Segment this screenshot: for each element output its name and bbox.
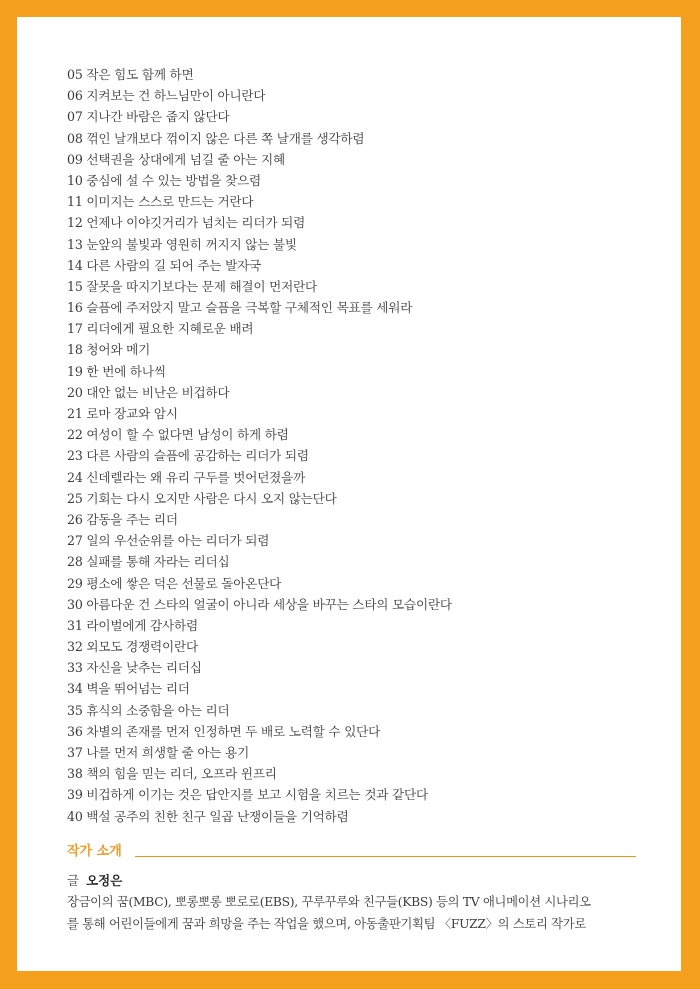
- toc-item: 38 책의 힘을 믿는 리더, 오프라 윈프리: [67, 766, 277, 782]
- toc-item: 07 지나간 바람은 줍지 않단다: [67, 109, 230, 125]
- author-bio: [67, 892, 641, 935]
- toc-item: 17 리더에게 필요한 지혜로운 배려: [67, 321, 254, 337]
- toc-item: 40 백설 공주의 친한 친구 일곱 난쟁이들을 기억하렴: [67, 808, 349, 824]
- toc-item: 22 여성이 할 수 없다면 남성이 하게 하렴: [67, 427, 289, 443]
- bio-line: 를 통해 어린이들에게 꿈과 희망을 주는 작업을 했으며, 아동출판기획팀 〈FUZZ〉의 스토리 작가로: [67, 916, 586, 931]
- toc-item: 39 비겁하게 이기는 것은 답안지를 보고 시험을 치르는 것과 같단다: [67, 787, 428, 803]
- bio-line: 장금이의 꿈(MBC), 뽀롱뽀롱 뽀로로(EBS), 꾸루꾸루와 친구들(KBS) 등의 TV 애니메이션 시나리오: [67, 895, 591, 909]
- toc-item: 15 잘못을 따지기보다는 문제 해결이 먼저란다: [67, 278, 318, 294]
- toc-item: 36 차별의 존재를 먼저 인정하면 두 배로 노력할 수 있단다: [67, 723, 381, 739]
- toc-item: 05 작은 힘도 함께 하면: [67, 67, 194, 82]
- toc-item: 32 외모도 경쟁력이란다: [67, 639, 198, 655]
- toc-item: 25 기회는 다시 오지만 사람은 다시 오지 않는단다: [67, 490, 337, 506]
- table-of-contents: [67, 64, 452, 827]
- author-section-title: 작가 소개: [67, 844, 122, 859]
- toc-item: 29 평소에 쌓은 덕은 선물로 돌아온단다: [67, 575, 282, 591]
- toc-item: 14 다른 사람의 길 되어 주는 발자국: [67, 257, 261, 273]
- toc-item: 24 신데렐라는 왜 유리 구두를 벗어던졌을까: [67, 469, 306, 485]
- toc-item: 30 아름다운 건 스타의 얼굴이 아니라 세상을 바꾸는 스타의 모습이란다: [67, 596, 452, 612]
- toc-item: 12 언제나 이야깃거리가 넘치는 리더가 되렴: [67, 215, 306, 231]
- toc-item: 10 중심에 설 수 있는 방법을 찾으렴: [67, 172, 261, 188]
- toc-item: 09 선택권을 상대에게 넘길 줄 아는 지혜: [67, 151, 285, 167]
- author-byline: [67, 872, 122, 890]
- toc-item: 23 다른 사람의 슬픔에 공감하는 리더가 되렴: [67, 448, 309, 464]
- toc-item: 33 자신을 낮추는 리더십: [67, 660, 202, 676]
- toc-item: 06 지켜보는 건 하느님만이 아니란다: [67, 88, 266, 104]
- toc-item: 34 벽을 뛰어넘는 리더: [67, 681, 190, 697]
- book-page: [17, 17, 681, 971]
- toc-item: 19 한 번에 하나씩: [67, 363, 166, 379]
- toc-item: 16 슬픔에 주저앉지 말고 슬픔을 극복할 구체적인 목표를 세워라: [67, 300, 413, 316]
- byline-label: 글: [67, 873, 80, 888]
- toc-item: 21 로마 장교와 암시: [67, 406, 178, 421]
- section-divider: [135, 856, 636, 857]
- toc-item: 11 이미지는 스스로 만드는 거란다: [67, 194, 254, 210]
- toc-item: 18 청어와 메기: [67, 342, 151, 358]
- toc-item: 13 눈앞의 불빛과 영원히 꺼지지 않는 불빛: [67, 236, 297, 252]
- toc-item: 35 휴식의 소중함을 아는 리더: [67, 702, 230, 718]
- toc-item: 27 일의 우선순위를 아는 리더가 되렴: [67, 533, 270, 549]
- author-section-header: [67, 843, 636, 863]
- toc-item: 20 대안 없는 비난은 비겁하다: [67, 384, 230, 400]
- toc-item: 08 꺾인 날개보다 꺾이지 않은 다른 쪽 날개를 생각하렴: [67, 130, 365, 146]
- toc-item: 37 나를 먼저 희생할 줄 아는 용기: [67, 745, 250, 760]
- author-name: 오정은: [86, 873, 123, 888]
- toc-item: 28 실패를 통해 자라는 리더십: [67, 554, 230, 570]
- toc-item: 26 감동을 주는 리더: [67, 511, 178, 527]
- toc-item: 31 라이벌에게 감사하렴: [67, 617, 198, 633]
